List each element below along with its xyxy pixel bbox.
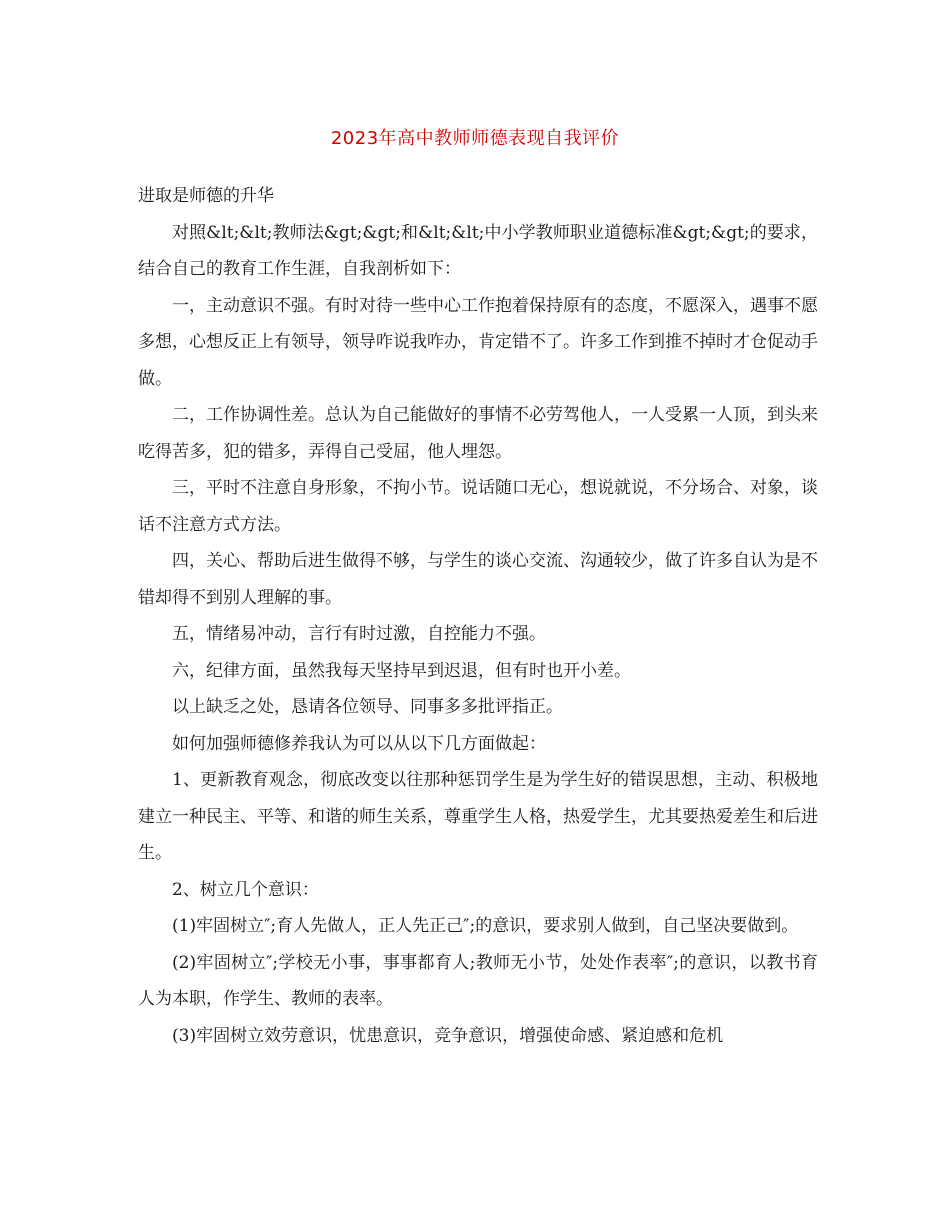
- paragraph: 对照&lt;&lt;教师法&gt;&gt;和&lt;&lt;中小学教师职业道德标准&gt;&gt;的要求，结合自己的教育工作生涯，自我剖析如下：: [138, 222, 818, 279]
- paragraph: 四，关心、帮助后进生做得不够，与学生的谈心交流、沟通较少，做了许多自认为是不错却得不到别人理解的事。: [138, 551, 818, 608]
- paragraph: 1、更新教育观念，彻底改变以往那种惩罚学生是为学生好的错误思想，主动、积极地建立一种民主、平等、和谐的师生关系，尊重学生人格，热爱学生，尤其要热爱差生和后进生。: [138, 770, 818, 863]
- paragraph: (3)牢固树立效劳意识，忧患意识，竞争意识，增强使命感、紧迫感和危机: [172, 1025, 724, 1046]
- paragraph: 进取是师德的升华: [138, 186, 274, 206]
- paragraph: 二，工作协调性差。总认为自己能做好的事情不必劳驾他人，一人受累一人顶，到头来吃得苦多，犯的错多，弄得自己受屈，他人埋怨。: [138, 405, 818, 462]
- paragraph: (2)牢固树立″;学校无小事，事事都育人;教师无小节，处处作表率″;的意识，以教书育人为本职，作学生、教师的表率。: [138, 952, 818, 1009]
- paragraph: 三，平时不注意自身形象，不拘小节。说话随口无心，想说就说，不分场合、对象，谈话不注意方式方法。: [138, 478, 818, 535]
- paragraph: 2、树立几个意识：: [172, 879, 319, 900]
- paragraph: 一，主动意识不强。有时对待一些中心工作抱着保持原有的态度，不愿深入，遇事不愿多想，心想反正上有领导，领导咋说我咋办，肯定错不了。许多工作到推不掉时才仓促动手做。: [138, 295, 818, 389]
- document-title: 2023年高中教师师德表现自我评价: [330, 128, 620, 149]
- paragraph: (1)牢固树立″;育人先做人，正人先正己″;的意识，要求别人做到，自己坚决要做到。: [172, 916, 799, 936]
- paragraph: 如何加强师德修养我认为可以从以下几方面做起：: [172, 733, 546, 754]
- paragraph: 以上缺乏之处，恳请各位领导、同事多多批评指正。: [172, 697, 563, 717]
- paragraph: 六，纪律方面，虽然我每天坚持早到迟退，但有时也开小差。: [172, 660, 631, 681]
- document-body: [138, 178, 818, 1054]
- paragraph: 五，情绪易冲动，言行有时过激，自控能力不强。: [172, 624, 546, 644]
